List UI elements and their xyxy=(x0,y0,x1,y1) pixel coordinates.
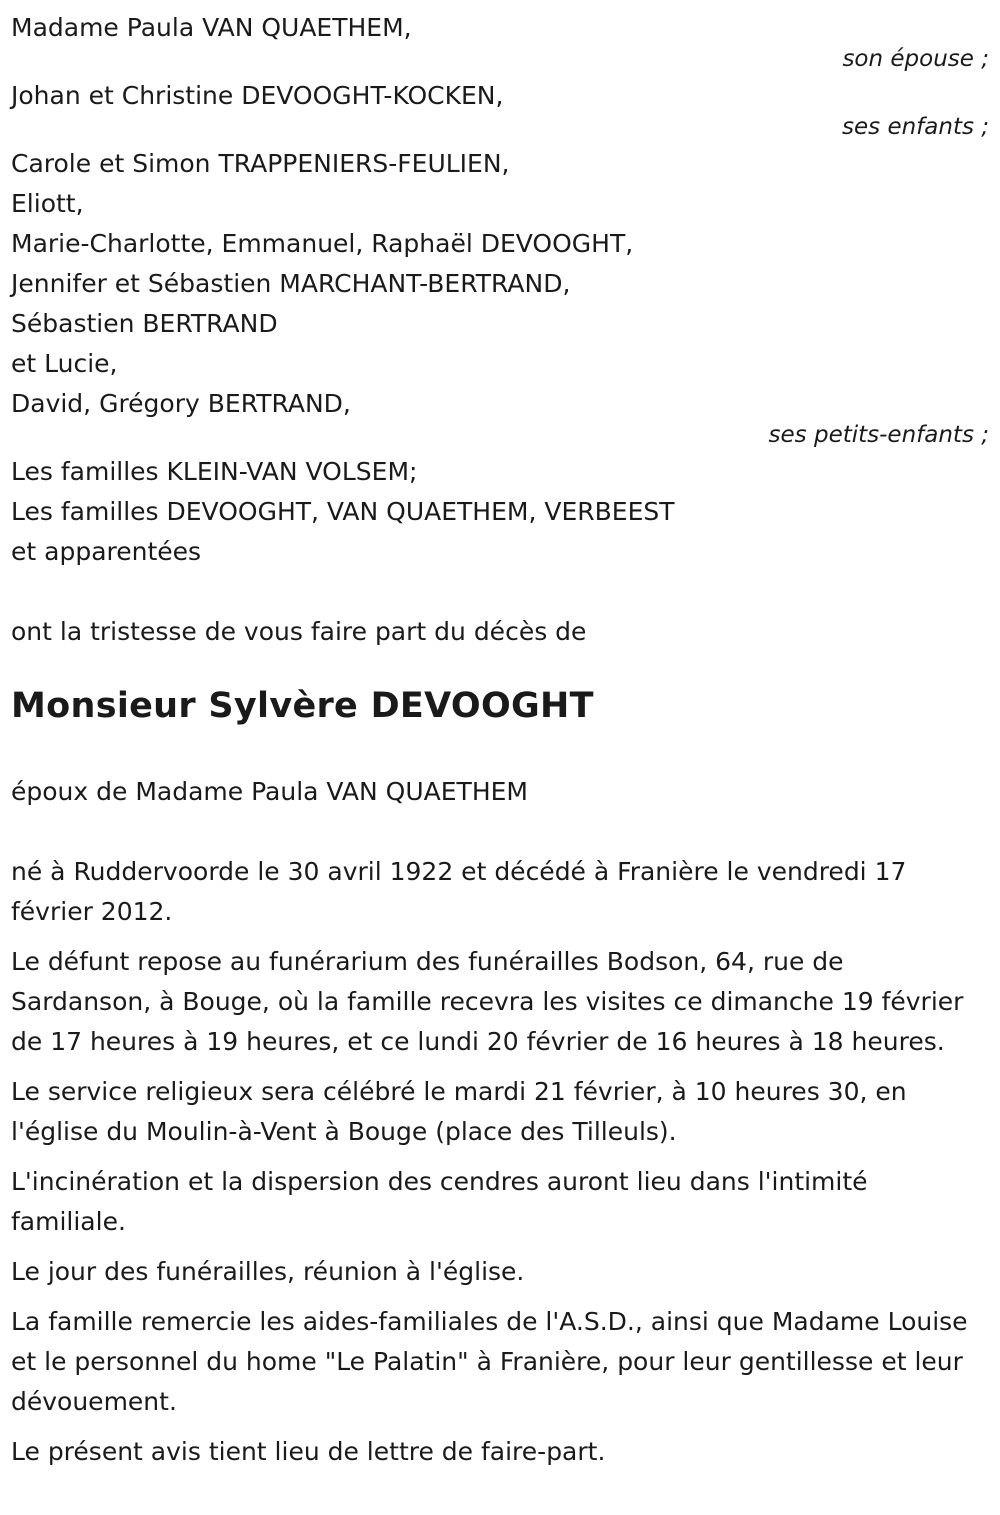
grandchild-line: et Lucie, xyxy=(11,349,118,378)
spouse-role: son épouse ; xyxy=(842,46,989,72)
grandchild-line: David, Grégory BERTRAND, xyxy=(11,389,351,418)
grandchild-line: Carole et Simon TRAPPENIERS-FEULIEN, xyxy=(11,149,510,178)
grandchildren-role: ses petits-enfants ; xyxy=(768,422,989,448)
children-group xyxy=(11,76,990,138)
notice-paragraph: Le présent avis tient lieu de lettre de faire-part. xyxy=(11,1437,606,1466)
spouse-name: Madame Paula VAN QUAETHEM, xyxy=(11,13,412,42)
deceased-name: Monsieur Sylvère DEVOOGHT xyxy=(11,686,594,726)
birth-death-paragraph: né à Ruddervoorde le 30 avril 1922 et décédé à Franière le vendredi 17 février 2012. xyxy=(11,857,907,926)
service-paragraph: Le service religieux sera célébré le mardi 21 février, à 10 heures 30, en l'église du Moulin-à-Vent à Bouge (place des Tilleuls). xyxy=(11,1077,907,1146)
spouse-of-text: époux de Madame Paula VAN QUAETHEM xyxy=(11,777,528,806)
spouse-group xyxy=(11,8,990,70)
grandchild-line: Marie-Charlotte, Emmanuel, Raphaël DEVOOGHT, xyxy=(11,229,634,258)
grandchild-line: Sébastien BERTRAND xyxy=(11,309,278,338)
families-group xyxy=(11,452,990,572)
meeting-paragraph: Le jour des funérailles, réunion à l'église. xyxy=(11,1257,525,1286)
family-line: et apparentées xyxy=(11,537,202,566)
family-line: Les familles KLEIN-VAN VOLSEM; xyxy=(11,457,418,486)
thanks-paragraph: La famille remercie les aides-familiales de l'A.S.D., ainsi que Madame Louise et le personnel du home "Le Palatin" à Franière, pour leur gentillesse et leur dévouement. xyxy=(11,1307,968,1416)
visitation-paragraph: Le défunt repose au funérarium des funérailles Bodson, 64, rue de Sardanson, à Bouge, où la famille recevra les visites ce dimanche 19 février de 17 heures à 19 heures, et ce lundi 20 février de 16 heures à 18 heures. xyxy=(11,947,964,1056)
grandchild-line: Eliott, xyxy=(11,189,84,218)
grandchild-line: Jennifer et Sébastien MARCHANT-BERTRAND, xyxy=(11,269,571,298)
grandchildren-group xyxy=(11,144,990,446)
children-role: ses enfants ; xyxy=(842,114,989,140)
cremation-paragraph: L'incinération et la dispersion des cendres auront lieu dans l'intimité familiale. xyxy=(11,1167,868,1236)
announcement-text: ont la tristesse de vous faire part du décès de xyxy=(11,617,587,646)
children-name: Johan et Christine DEVOOGHT-KOCKEN, xyxy=(11,81,504,110)
family-line: Les familles DEVOOGHT, VAN QUAETHEM, VERBEEST xyxy=(11,497,675,526)
